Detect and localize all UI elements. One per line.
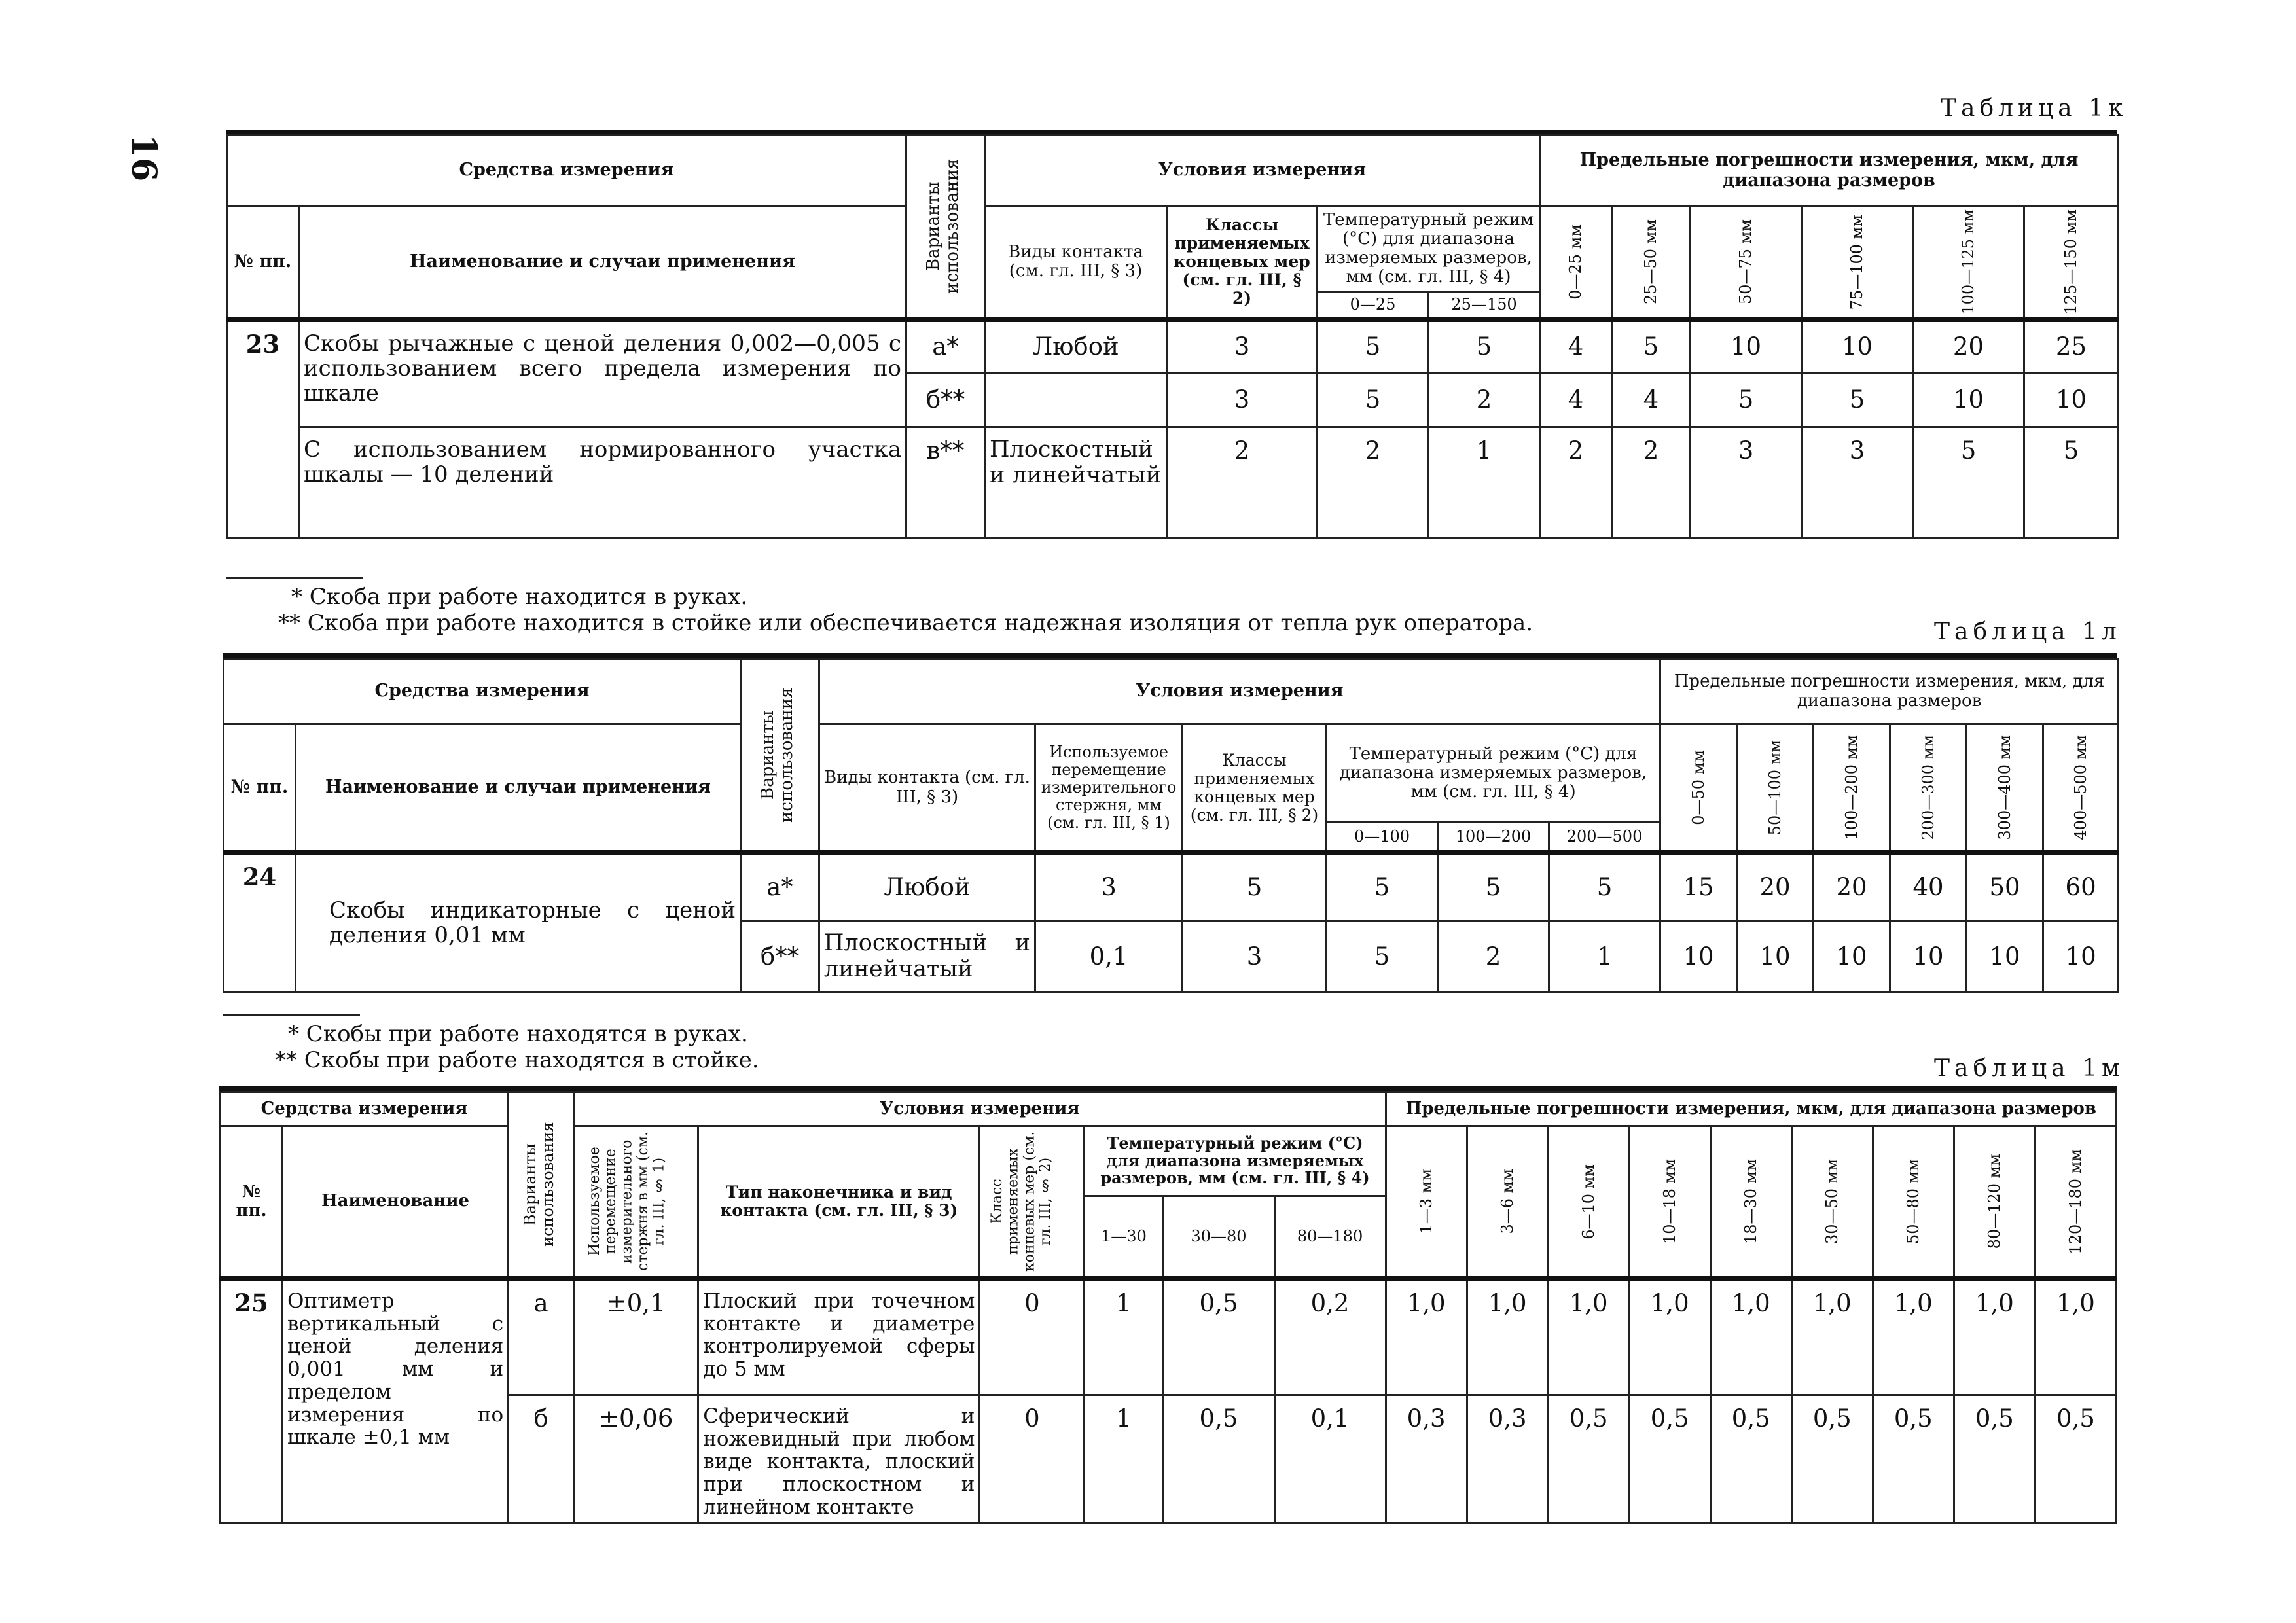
header-contact: Виды контакта (см. гл. III, § 3) xyxy=(985,206,1167,320)
error-value: 2 xyxy=(1612,427,1691,538)
temp-value: 2 xyxy=(1318,427,1429,538)
temp-range: 100—200 xyxy=(1438,823,1549,853)
footnote: * Скоба при работе находится в руках. xyxy=(291,584,748,610)
variant: а* xyxy=(741,853,819,921)
size-range: 80—120 мм xyxy=(1954,1126,2035,1279)
error-value: 0,3 xyxy=(1467,1395,1548,1523)
class: 3 xyxy=(1167,373,1318,427)
temp-range: 200—500 xyxy=(1549,823,1660,853)
header-classes: Классы применяемых концевых мер (см. гл. III, § 2) xyxy=(1167,206,1318,320)
header-num: № пп. xyxy=(227,206,299,320)
error-value: 60 xyxy=(2043,853,2119,921)
error-value: 1,0 xyxy=(1629,1279,1710,1395)
contact: Плоскостный и линейчатый xyxy=(819,921,1035,992)
variant: а* xyxy=(906,319,985,373)
error-value: 10 xyxy=(1802,319,1913,373)
row-name: Скобы рычажные с ценой деления 0,002—0,005 с использованием всего предела измерения по шкале xyxy=(299,319,906,427)
error-value: 1,0 xyxy=(1467,1279,1548,1395)
header-conditions: Условия измерения xyxy=(574,1092,1386,1126)
header-num: № пп. xyxy=(224,724,296,853)
table-caption: Таблица 1к xyxy=(1941,95,2128,122)
header-variants: Варианты использования xyxy=(509,1092,574,1279)
size-range: 300—400 мм xyxy=(1967,724,2043,853)
table-top-rule xyxy=(226,130,2117,134)
error-value: 0,5 xyxy=(1548,1395,1629,1523)
temp-value: 5 xyxy=(1429,319,1540,373)
temp-range: 1—30 xyxy=(1085,1196,1163,1278)
error-value: 1,0 xyxy=(1791,1279,1873,1395)
size-range: 125—150 мм xyxy=(2024,206,2119,320)
variant: в** xyxy=(906,427,985,538)
temp-value: 1 xyxy=(1085,1279,1163,1395)
error-value: 0,5 xyxy=(1629,1395,1710,1523)
size-range: 10—18 мм xyxy=(1629,1126,1710,1279)
table-1m xyxy=(219,1091,2117,1524)
table-1k xyxy=(226,134,2119,539)
error-value: 1,0 xyxy=(1548,1279,1629,1395)
row-name: Скобы индикаторные с ценой деления 0,01 мм xyxy=(296,853,741,992)
error-value: 1,0 xyxy=(1386,1279,1467,1395)
tip-type: Сферический и ножевидный при любом виде контакта, плоский при плоскостном и линейном контакте xyxy=(698,1395,980,1523)
error-value: 4 xyxy=(1612,373,1691,427)
error-value: 0,3 xyxy=(1386,1395,1467,1523)
header-name: Наименование и случаи применения xyxy=(299,206,906,320)
error-value: 1,0 xyxy=(1710,1279,1791,1395)
class: 2 xyxy=(1167,427,1318,538)
table-top-rule xyxy=(219,1086,2117,1091)
size-range: 50—75 мм xyxy=(1691,206,1802,320)
row-number: 23 xyxy=(227,319,299,538)
error-value: 5 xyxy=(1913,427,2024,538)
table-1l xyxy=(223,658,2119,993)
move-value: 0,1 xyxy=(1035,921,1183,992)
size-range: 0—50 мм xyxy=(1660,724,1737,853)
size-range: 6—10 мм xyxy=(1548,1126,1629,1279)
error-value: 10 xyxy=(1660,921,1737,992)
error-value: 10 xyxy=(2043,921,2119,992)
temp-range: 25—150 xyxy=(1429,292,1540,319)
temp-range: 30—80 xyxy=(1163,1196,1274,1278)
class: 3 xyxy=(1167,319,1318,373)
size-range: 3—6 мм xyxy=(1467,1126,1548,1279)
error-value: 0,5 xyxy=(1954,1395,2035,1523)
error-value: 10 xyxy=(1814,921,1890,992)
table-caption: Таблица 1м xyxy=(1934,1055,2125,1082)
temp-value: 5 xyxy=(1318,373,1429,427)
class: 3 xyxy=(1183,921,1327,992)
size-range: 50—100 мм xyxy=(1737,724,1814,853)
error-value: 5 xyxy=(1612,319,1691,373)
error-value: 20 xyxy=(1737,853,1814,921)
error-value: 10 xyxy=(1890,921,1967,992)
error-value: 4 xyxy=(1540,373,1612,427)
error-value: 40 xyxy=(1890,853,1967,921)
error-value: 10 xyxy=(1737,921,1814,992)
error-value: 0,5 xyxy=(2035,1395,2116,1523)
contact: Любой xyxy=(985,319,1167,373)
header-move: Используемое перемещение измерительного стержня, мм (см. гл. III, § 1) xyxy=(1035,724,1183,853)
header-means: Сердства измерения xyxy=(221,1092,509,1126)
contact: Плоскостный и линейчатый xyxy=(985,427,1167,538)
temp-value: 2 xyxy=(1429,373,1540,427)
header-conditions: Условия измерения xyxy=(985,135,1540,206)
error-value: 10 xyxy=(1913,373,2024,427)
size-range: 75—100 мм xyxy=(1802,206,1913,320)
size-range: 100—125 мм xyxy=(1913,206,2024,320)
temp-value: 5 xyxy=(1327,921,1438,992)
row-number: 24 xyxy=(224,853,296,992)
row-name: Оптиметр вертикальный с ценой деления 0,001 мм и пределом измерения по шкале ±0,1 мм xyxy=(283,1279,509,1523)
header-num: № пп. xyxy=(221,1126,283,1279)
error-value: 20 xyxy=(1814,853,1890,921)
class: 0 xyxy=(980,1279,1085,1395)
error-value: 0,5 xyxy=(1710,1395,1791,1523)
temp-value: 0,5 xyxy=(1163,1279,1274,1395)
size-range: 120—180 мм xyxy=(2035,1126,2116,1279)
move-value: 3 xyxy=(1035,853,1183,921)
header-class: Класс применяемых концевых мер (см. гл. III, § 2) xyxy=(980,1126,1085,1279)
error-value: 10 xyxy=(1967,921,2043,992)
header-tip: Тип наконечника и вид контакта (см. гл. III, § 3) xyxy=(698,1126,980,1279)
error-value: 5 xyxy=(1691,373,1802,427)
size-range: 200—300 мм xyxy=(1890,724,1967,853)
size-range: 1—3 мм xyxy=(1386,1126,1467,1279)
temp-range: 0—100 xyxy=(1327,823,1438,853)
row-number: 25 xyxy=(221,1279,283,1523)
header-conditions: Условия измерения xyxy=(819,659,1660,724)
error-value: 0,5 xyxy=(1791,1395,1873,1523)
temp-value: 1 xyxy=(1085,1395,1163,1523)
error-value: 1,0 xyxy=(2035,1279,2116,1395)
header-classes: Классы применяемых концевых мер (см. гл. III, § 2) xyxy=(1183,724,1327,853)
table-caption: Таблица 1л xyxy=(1934,618,2121,645)
contact: Любой xyxy=(819,853,1035,921)
size-range: 18—30 мм xyxy=(1710,1126,1791,1279)
header-temperature: Температурный режим (°С) для диапазона измеряемых размеров, мм (см. гл. III, § 4) xyxy=(1327,724,1660,823)
move-value: ±0,06 xyxy=(574,1395,698,1523)
footnote: ** Скоба при работе находится в стойке или обеспечивается надежная изоляция от тепла рук оператора. xyxy=(278,610,1534,636)
temp-value: 5 xyxy=(1549,853,1660,921)
size-range: 0—25 мм xyxy=(1540,206,1612,320)
header-variants: Варианты использования xyxy=(741,659,819,853)
error-value: 1,0 xyxy=(1954,1279,2035,1395)
error-value: 1,0 xyxy=(1873,1279,1954,1395)
temp-value: 5 xyxy=(1327,853,1438,921)
error-value: 5 xyxy=(1802,373,1913,427)
error-value: 10 xyxy=(1691,319,1802,373)
header-variants: Варианты использования xyxy=(906,135,985,320)
header-temperature: Температурный режим (°С) для диапазона измеряемых размеров, мм (см. гл. III, § 4) xyxy=(1085,1126,1386,1196)
error-value: 20 xyxy=(1913,319,2024,373)
size-range: 50—80 мм xyxy=(1873,1126,1954,1279)
temp-value: 2 xyxy=(1438,921,1549,992)
header-means: Средства измерения xyxy=(224,659,741,724)
temp-value: 5 xyxy=(1318,319,1429,373)
error-value: 4 xyxy=(1540,319,1612,373)
variant: б** xyxy=(741,921,819,992)
size-range: 400—500 мм xyxy=(2043,724,2119,853)
size-range: 30—50 мм xyxy=(1791,1126,1873,1279)
header-errors: Предельные погрешности измерения, мкм, для диапазона размеров xyxy=(1660,659,2119,724)
row-name: С использованием нормированного участка шкалы — 10 делений xyxy=(299,427,906,538)
header-means: Средства измерения xyxy=(227,135,906,206)
temp-value: 1 xyxy=(1549,921,1660,992)
header-temperature: Температурный режим (°С) для диапазона измеряемых размеров, мм (см. гл. III, § 4) xyxy=(1318,206,1540,292)
error-value: 0,5 xyxy=(1873,1395,1954,1523)
class: 5 xyxy=(1183,853,1327,921)
size-range: 25—50 мм xyxy=(1612,206,1691,320)
temp-range: 80—180 xyxy=(1274,1196,1386,1278)
footnote-rule xyxy=(223,1014,360,1016)
size-range: 100—200 мм xyxy=(1814,724,1890,853)
page-number: 16 xyxy=(124,134,164,182)
header-name: Наименование и случаи применения xyxy=(296,724,741,853)
variant: б xyxy=(509,1395,574,1523)
temp-value: 1 xyxy=(1429,427,1540,538)
error-value: 3 xyxy=(1802,427,1913,538)
temp-value: 5 xyxy=(1438,853,1549,921)
move-value: ±0,1 xyxy=(574,1279,698,1395)
error-value: 15 xyxy=(1660,853,1737,921)
error-value: 50 xyxy=(1967,853,2043,921)
error-value: 3 xyxy=(1691,427,1802,538)
variant: б** xyxy=(906,373,985,427)
variant: а xyxy=(509,1279,574,1395)
header-name: Наименование xyxy=(283,1126,509,1279)
temp-value: 0,2 xyxy=(1274,1279,1386,1395)
footnote-rule xyxy=(226,577,363,579)
header-errors: Предельные погрешности измерения, мкм, для диапазона размеров xyxy=(1386,1092,2116,1126)
class: 0 xyxy=(980,1395,1085,1523)
temp-value: 0,1 xyxy=(1274,1395,1386,1523)
contact xyxy=(985,373,1167,427)
temp-range: 0—25 xyxy=(1318,292,1429,319)
table-top-rule xyxy=(223,653,2117,658)
footnote: ** Скобы при работе находятся в стойке. xyxy=(275,1047,759,1073)
temp-value: 0,5 xyxy=(1163,1395,1274,1523)
header-move: Используемое перемещение измерительного стержня в мм (см. гл. III, § 1) xyxy=(574,1126,698,1279)
header-contact: Виды контакта (см. гл. III, § 3) xyxy=(819,724,1035,853)
error-value: 5 xyxy=(2024,427,2119,538)
error-value: 2 xyxy=(1540,427,1612,538)
error-value: 25 xyxy=(2024,319,2119,373)
tip-type: Плоский при точечном контакте и диаметре контролируемой сферы до 5 мм xyxy=(698,1279,980,1395)
error-value: 10 xyxy=(2024,373,2119,427)
footnote: * Скобы при работе находятся в руках. xyxy=(288,1021,748,1047)
header-errors: Предельные погрешности измерения, мкм, для диапазона размеров xyxy=(1540,135,2119,206)
